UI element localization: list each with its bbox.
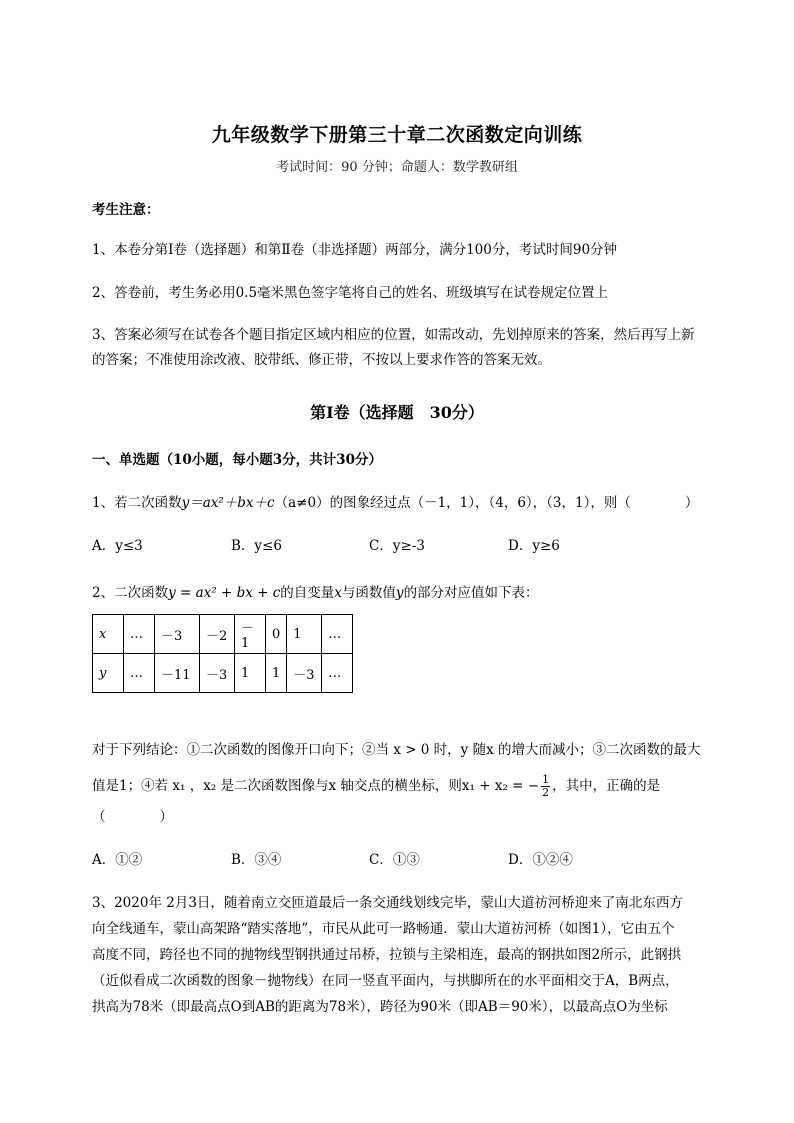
q3-line1: 3、2020年 2月3日，随着南立交匝道最后一条交通线划线完毕，蒙山大道祊河桥迎来了南北东西方 bbox=[92, 895, 683, 911]
notice-item-1: 1、本卷分第Ⅰ卷（选择题）和第Ⅱ卷（非选择题）两部分，满分100分，考试时间90分钟 bbox=[92, 242, 618, 258]
table-cell: 1 bbox=[266, 654, 287, 693]
q1-condition: （a≠0） bbox=[274, 495, 330, 511]
table-row-x bbox=[93, 615, 353, 654]
table-cell: 1 bbox=[287, 615, 322, 654]
part-heading: 一、单选题（10小题，每小题3分，共计30分） bbox=[92, 452, 382, 468]
table-cell: … bbox=[124, 615, 155, 654]
exam-info: 考试时间：90 分钟；命题人：数学教研组 bbox=[276, 160, 518, 175]
q2-stem-a: 2、二次函数 bbox=[92, 585, 169, 601]
table-cell: －3 bbox=[287, 654, 322, 693]
notice-item-3-line2: 的答案；不准使用涂改液、胶带纸、修正带，不按以上要求作答的答案无效。 bbox=[92, 352, 551, 368]
q3-line3: 高度不同，跨径也不同的抛物线型钢拱通过吊桥，拉锁与主梁相连，最高的钢拱如图2所示，此钢拱 bbox=[92, 947, 682, 963]
q1-option-a: A．y≤3 bbox=[92, 538, 143, 554]
q2-var-y: y bbox=[395, 585, 404, 601]
table-cell: 1 bbox=[235, 654, 266, 693]
q2-formula: y = ax² + bx + c bbox=[168, 585, 281, 601]
notice-heading: 考生注意： bbox=[92, 202, 160, 218]
q2-option-d: D．①②④ bbox=[508, 852, 573, 868]
q2-option-b: B．③④ bbox=[231, 852, 282, 868]
q3-line5: 拱高为78米（即最高点O到AB的距离为78米），跨径为90米（即AB＝90米），以最高点O为坐标 bbox=[92, 999, 668, 1015]
q1-formula: y＝ax²＋bx＋c bbox=[181, 495, 275, 511]
table-cell: －3 bbox=[200, 654, 235, 693]
question-2-stem bbox=[92, 584, 539, 602]
table-cell: －2 bbox=[200, 615, 235, 654]
fraction bbox=[541, 774, 550, 799]
table-row-y bbox=[93, 654, 353, 693]
table-cell: … bbox=[322, 654, 353, 693]
notice-item-2: 2、答卷前，考生务必用0.5毫米黑色签字笔将自己的姓名、班级填写在试卷规定位置上 bbox=[92, 285, 609, 301]
q2-stem-c: 与函数值 bbox=[341, 585, 396, 601]
q2-option-a: A．①② bbox=[92, 852, 143, 868]
notice-item-3-line1: 3、答案必须写在试卷各个题目指定区域内相应的位置，如需改动，先划掉原来的答案，然后再写上新 bbox=[92, 327, 695, 343]
table-cell: x bbox=[93, 615, 124, 654]
table-cell: －3 bbox=[155, 615, 200, 654]
q1-option-d: D．y≥6 bbox=[508, 538, 560, 554]
q1-stem-a: 1、若二次函数 bbox=[92, 495, 182, 511]
q2-var-x: x bbox=[334, 585, 342, 601]
table-cell: … bbox=[322, 615, 353, 654]
table-cell: … bbox=[124, 654, 155, 693]
q3-line4: （近似看成二次函数的图象－抛物线）在同一竖直平面内，与拱脚所在的水平面相交于A，B两点， bbox=[92, 973, 679, 989]
q2-conclusions-line2a: 值是1；④若 x₁ ，x₂ 是二次函数图像与x 轴交点的横坐标，则x₁ + x₂ = − bbox=[92, 778, 540, 794]
q2-option-c: C．①③ bbox=[369, 852, 420, 868]
q2-conclusions-line1: 对于下列结论：①二次函数的图像开口向下；②当 x > 0 时，y 随x 的增大而减小；③二次函数的最大 bbox=[92, 742, 701, 758]
q2-answer-paren: （ ） bbox=[92, 809, 173, 825]
question-1-stem bbox=[92, 494, 698, 512]
table-cell: －1 bbox=[235, 615, 266, 654]
q2-conclusions-line2b: ，其中，正确的是 bbox=[552, 778, 661, 794]
table-cell: －11 bbox=[155, 654, 200, 693]
q2-conclusions-line2 bbox=[92, 774, 660, 799]
q1-option-c: C．y≥-3 bbox=[369, 538, 425, 554]
value-table bbox=[92, 614, 353, 693]
fraction-numerator: 1 bbox=[542, 773, 550, 786]
section-title: 第Ⅰ卷（选择题 30分） bbox=[310, 403, 484, 422]
fraction-denominator: 2 bbox=[542, 786, 550, 799]
page-title: 九年级数学下册第三十章二次函数定向训练 bbox=[211, 124, 583, 146]
q2-stem-d: 的部分对应值如下表： bbox=[403, 585, 539, 601]
q2-stem-b: 的自变量 bbox=[280, 585, 335, 601]
q1-option-b: B．y≤6 bbox=[231, 538, 282, 554]
table-cell: 0 bbox=[266, 615, 287, 654]
q1-stem-b: 的图象经过点（－1，1），（4，6），（3，1），则（ ） bbox=[329, 495, 699, 511]
table-cell: y bbox=[93, 654, 124, 693]
q3-line2: 向全线通车，蒙山高架路“踏实落地”，市民从此可一路畅通．蒙山大道祊河桥（如图1），它由五个 bbox=[92, 921, 675, 937]
